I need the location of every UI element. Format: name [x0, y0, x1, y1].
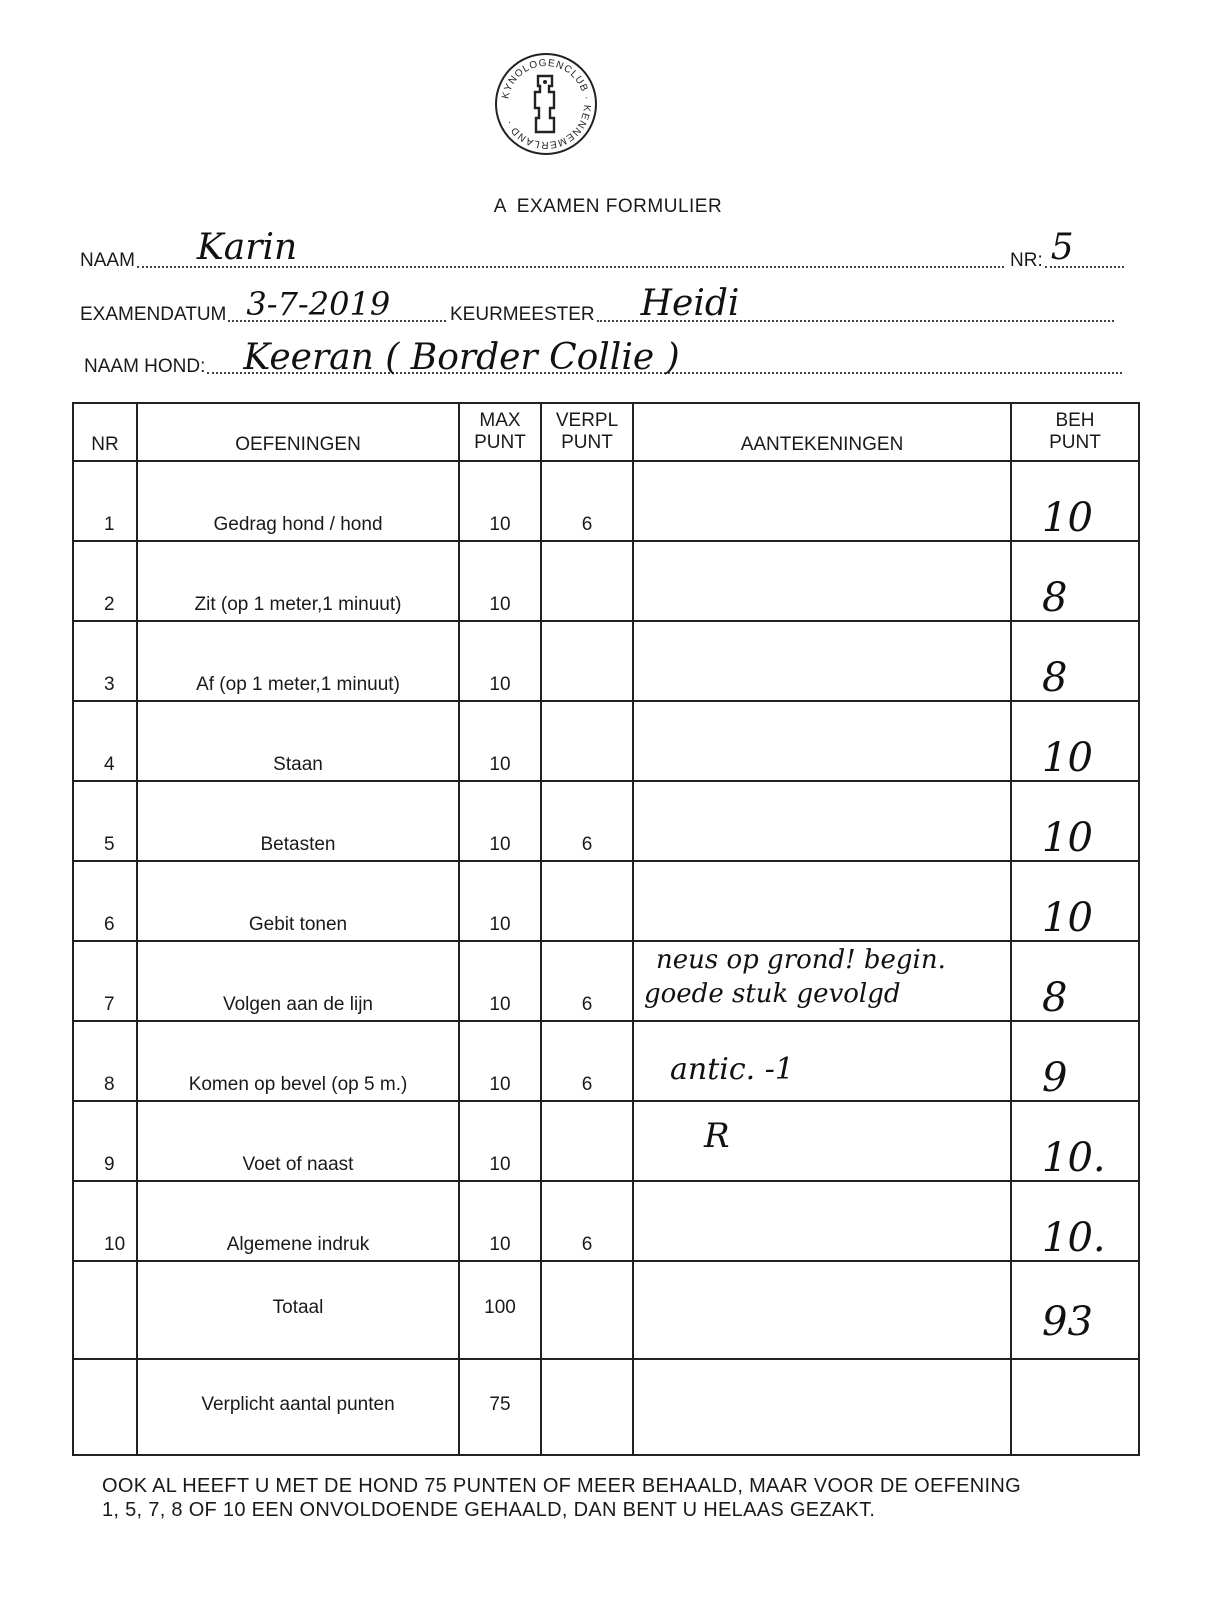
row-beh-score: 10.	[1042, 1135, 1106, 1181]
row-max: 10	[459, 781, 541, 861]
required-verpl	[541, 1359, 633, 1455]
row-beh-cell[interactable]	[1011, 1101, 1139, 1181]
row-beh-score: 8	[1042, 975, 1068, 1021]
row-nr: 7	[73, 941, 137, 1021]
row-nr: 10	[73, 1181, 137, 1261]
row-beh-cell[interactable]	[1011, 461, 1139, 541]
row-note-line1: neus op grond! begin.	[656, 945, 946, 975]
naam-row	[80, 227, 1126, 272]
row-exercise: Betasten	[137, 781, 459, 861]
header-nr: NR	[73, 403, 137, 461]
examendatum-field[interactable]	[80, 285, 448, 326]
row-exercise: Gebit tonen	[137, 861, 459, 941]
required-notes	[633, 1359, 1011, 1455]
row-verpl	[541, 541, 633, 621]
header-beh-punt	[1011, 403, 1139, 461]
header-verpl-line2: PUNT	[561, 432, 613, 453]
row-max: 10	[459, 461, 541, 541]
row-max: 10	[459, 1181, 541, 1261]
row-nr: 1	[73, 461, 137, 541]
row-beh-score: 10	[1042, 735, 1093, 781]
total-row	[73, 1261, 1139, 1359]
total-notes[interactable]	[633, 1261, 1011, 1359]
row-max: 10	[459, 861, 541, 941]
row-nr: 6	[73, 861, 137, 941]
form-title-prefix: A	[493, 196, 507, 217]
row-notes[interactable]	[633, 1101, 1011, 1181]
row-exercise: Komen op bevel (op 5 m.)	[137, 1021, 459, 1101]
row-notes[interactable]	[633, 781, 1011, 861]
row-beh-cell[interactable]	[1011, 861, 1139, 941]
row-beh-cell[interactable]	[1011, 701, 1139, 781]
club-seal-logo	[494, 52, 598, 156]
required-beh	[1011, 1359, 1139, 1455]
header-aantekeningen: AANTEKENINGEN	[633, 403, 1011, 461]
header-max-punt	[459, 403, 541, 461]
row-verpl: 6	[541, 941, 633, 1021]
naam-hond-value: Keeran ( Border Collie )	[243, 337, 680, 378]
dog-statue-seal-icon	[494, 52, 598, 156]
row-beh-score: 10.	[1042, 1215, 1106, 1261]
nr-field[interactable]	[1010, 227, 1126, 272]
row-exercise: Staan	[137, 701, 459, 781]
row-max: 10	[459, 941, 541, 1021]
row-exercise: Af (op 1 meter,1 minuut)	[137, 621, 459, 701]
form-title	[0, 196, 1212, 218]
total-label: Totaal	[137, 1261, 459, 1359]
footer-notice	[102, 1474, 1142, 1522]
nr-value: 5	[1050, 227, 1074, 268]
nr-label: NR:	[1010, 250, 1043, 271]
table-header-row	[73, 403, 1139, 461]
row-max: 10	[459, 541, 541, 621]
table-row	[73, 1101, 1139, 1181]
row-max: 10	[459, 621, 541, 701]
required-label: Verplicht aantal punten	[137, 1359, 459, 1455]
examendatum-row	[80, 283, 1126, 326]
naam-hond-row	[84, 337, 1126, 378]
row-beh-score: 8	[1042, 655, 1068, 701]
examendatum-label: EXAMENDATUM	[80, 304, 227, 325]
svg-text:KYNOLOGENCLUB · KENNEMERLAND ·: KYNOLOGENCLUB · KENNEMERLAND ·	[500, 57, 593, 151]
total-verpl	[541, 1261, 633, 1359]
total-beh-cell[interactable]	[1011, 1261, 1139, 1359]
keurmeester-dotted-line	[597, 283, 1114, 324]
keurmeester-label: KEURMEESTER	[450, 304, 595, 325]
row-beh-cell[interactable]	[1011, 1181, 1139, 1261]
row-max: 10	[459, 1021, 541, 1101]
row-beh-score: 8	[1042, 575, 1068, 621]
table-row	[73, 461, 1139, 541]
row-notes[interactable]	[633, 1181, 1011, 1261]
row-verpl: 6	[541, 781, 633, 861]
footer-line2: 1, 5, 7, 8 OF 10 EEN ONVOLDOENDE GEHAALD, DAN BENT U HELAAS GEZAKT.	[102, 1499, 876, 1521]
row-verpl: 6	[541, 1181, 633, 1261]
naam-dotted-line	[137, 227, 1004, 268]
row-notes[interactable]	[633, 621, 1011, 701]
naam-hond-field[interactable]	[84, 337, 1124, 378]
row-notes[interactable]	[633, 941, 1011, 1021]
total-nr	[73, 1261, 137, 1359]
row-exercise: Zit (op 1 meter,1 minuut)	[137, 541, 459, 621]
row-nr: 9	[73, 1101, 137, 1181]
examendatum-value: 3-7-2019	[246, 285, 391, 323]
total-beh-score: 93	[1042, 1299, 1093, 1345]
header-beh-line1: BEH	[1055, 410, 1095, 431]
required-points-row	[73, 1359, 1139, 1455]
total-max: 100	[459, 1261, 541, 1359]
row-beh-score: 10	[1042, 495, 1093, 541]
header-max-line1: MAX	[479, 410, 521, 431]
naam-value: Karin	[196, 227, 298, 268]
row-note-line1: antic. -1	[670, 1052, 794, 1087]
row-exercise: Algemene indruk	[137, 1181, 459, 1261]
table-row	[73, 1181, 1139, 1261]
row-nr: 8	[73, 1021, 137, 1101]
table-row	[73, 621, 1139, 701]
row-beh-cell[interactable]	[1011, 781, 1139, 861]
form-title-text: EXAMEN FORMULIER	[516, 196, 723, 217]
row-max: 10	[459, 701, 541, 781]
row-note-line2: goede stuk gevolgd	[644, 979, 901, 1009]
header-oefeningen: OEFENINGEN	[137, 403, 459, 461]
row-beh-score: 10	[1042, 815, 1093, 861]
table-row	[73, 941, 1139, 1021]
keurmeester-value: Heidi	[640, 283, 740, 324]
footer-line1: OOK AL HEEFT U MET DE HOND 75 PUNTEN OF MEER BEHAALD, MAAR VOOR DE OEFENING	[102, 1475, 1021, 1497]
naam-hond-dotted-line	[207, 337, 1122, 378]
row-beh-score: 9	[1042, 1055, 1068, 1101]
row-beh-cell[interactable]	[1011, 941, 1139, 1021]
header-max-line2: PUNT	[474, 432, 526, 453]
row-exercise: Voet of naast	[137, 1101, 459, 1181]
score-table	[72, 402, 1140, 1456]
row-beh-score: 10	[1042, 895, 1093, 941]
keurmeester-field[interactable]	[450, 283, 1116, 326]
row-notes[interactable]	[633, 701, 1011, 781]
row-nr: 5	[73, 781, 137, 861]
row-max: 10	[459, 1101, 541, 1181]
header-verpl-line1: VERPL	[555, 410, 619, 431]
row-beh-cell[interactable]	[1011, 541, 1139, 621]
row-notes[interactable]	[633, 541, 1011, 621]
row-beh-cell[interactable]	[1011, 621, 1139, 701]
naam-hond-label: NAAM HOND:	[84, 356, 206, 377]
table-row	[73, 1021, 1139, 1101]
examendatum-dotted-line	[228, 285, 446, 323]
row-verpl: 6	[541, 461, 633, 541]
row-notes[interactable]	[633, 861, 1011, 941]
table-row	[73, 701, 1139, 781]
naam-field[interactable]	[80, 227, 1006, 272]
row-note-line1: R	[704, 1116, 730, 1156]
required-nr	[73, 1359, 137, 1455]
row-verpl: 6	[541, 1021, 633, 1101]
row-beh-cell[interactable]	[1011, 1021, 1139, 1101]
table-row	[73, 541, 1139, 621]
required-max: 75	[459, 1359, 541, 1455]
naam-label: NAAM	[80, 250, 135, 271]
header-beh-line2: PUNT	[1049, 432, 1101, 453]
row-nr: 4	[73, 701, 137, 781]
row-verpl	[541, 621, 633, 701]
row-nr: 2	[73, 541, 137, 621]
row-verpl	[541, 861, 633, 941]
row-exercise: Gedrag hond / hond	[137, 461, 459, 541]
nr-dotted-line	[1045, 227, 1124, 268]
row-verpl	[541, 701, 633, 781]
header-verpl-punt	[541, 403, 633, 461]
row-notes[interactable]	[633, 1021, 1011, 1101]
row-exercise: Volgen aan de lijn	[137, 941, 459, 1021]
table-row	[73, 781, 1139, 861]
row-notes[interactable]	[633, 461, 1011, 541]
row-verpl	[541, 1101, 633, 1181]
table-row	[73, 861, 1139, 941]
row-nr: 3	[73, 621, 137, 701]
